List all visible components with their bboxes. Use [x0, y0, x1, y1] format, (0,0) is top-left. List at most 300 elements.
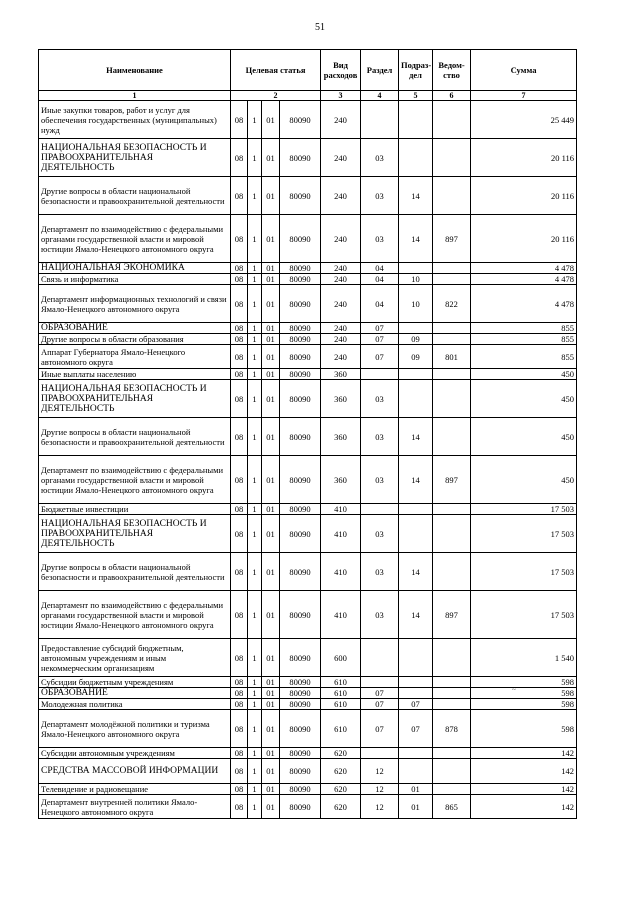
- cell-subsection: 09: [399, 345, 433, 369]
- cell-expense-type: 410: [321, 515, 361, 553]
- cell-section: 07: [361, 323, 399, 334]
- budget-table: [38, 49, 577, 819]
- cell-target-direction: 80090: [280, 456, 321, 504]
- cell-target-activity: 01: [262, 553, 280, 591]
- cell-target-activity: 01: [262, 274, 280, 285]
- cell-section: 07: [361, 699, 399, 710]
- table-row: [39, 748, 577, 759]
- cell-target-subprogram: 1: [248, 784, 262, 795]
- cell-section: 07: [361, 710, 399, 748]
- table-row: [39, 285, 577, 323]
- cell-name: ОБРАЗОВАНИЕ: [39, 323, 231, 334]
- table-row: [39, 677, 577, 688]
- cell-expense-type: 360: [321, 418, 361, 456]
- cell-department: [433, 759, 471, 784]
- cell-section: 03: [361, 380, 399, 418]
- table-row: [39, 504, 577, 515]
- cell-target-direction: 80090: [280, 274, 321, 285]
- cell-department: [433, 418, 471, 456]
- cell-section: [361, 677, 399, 688]
- cell-sum: 598: [471, 699, 577, 710]
- cell-expense-type: 620: [321, 795, 361, 819]
- cell-expense-type: 620: [321, 759, 361, 784]
- cell-target-direction: 80090: [280, 784, 321, 795]
- cell-sum: 20 116: [471, 139, 577, 177]
- cell-section: [361, 369, 399, 380]
- cell-name: НАЦИОНАЛЬНАЯ БЕЗОПАСНОСТЬ И ПРАВООХРАНИТЕЛЬНАЯ ДЕЯТЕЛЬНОСТЬ: [39, 380, 231, 418]
- cell-name: Другие вопросы в области национальной безопасности и правоохранительной деятельности: [39, 177, 231, 215]
- table-header-row: [39, 50, 577, 91]
- cell-target-activity: 01: [262, 591, 280, 639]
- cell-target-activity: 01: [262, 323, 280, 334]
- cell-subsection: [399, 515, 433, 553]
- cell-target-subprogram: 1: [248, 215, 262, 263]
- cell-section: 03: [361, 418, 399, 456]
- cell-subsection: 14: [399, 418, 433, 456]
- cell-target-direction: 80090: [280, 345, 321, 369]
- table-row: [39, 215, 577, 263]
- table-row: [39, 334, 577, 345]
- cell-target-activity: 01: [262, 784, 280, 795]
- cell-name: Департамент по взаимодействию с федеральными органами государственной власти и мировой юстиции Ямало-Ненецкого автономного округа: [39, 456, 231, 504]
- cell-target-program: 08: [231, 263, 248, 274]
- column-number: 6: [433, 91, 471, 101]
- header-department: Ведом- ство: [433, 50, 471, 91]
- cell-expense-type: 240: [321, 345, 361, 369]
- cell-target-subprogram: 1: [248, 748, 262, 759]
- cell-target-activity: 01: [262, 677, 280, 688]
- cell-target-activity: 01: [262, 699, 280, 710]
- cell-subsection: 01: [399, 784, 433, 795]
- cell-target-activity: 01: [262, 710, 280, 748]
- cell-target-program: 08: [231, 215, 248, 263]
- cell-sum: 598: [471, 710, 577, 748]
- cell-target-activity: 01: [262, 759, 280, 784]
- cell-department: [433, 699, 471, 710]
- cell-target-subprogram: 1: [248, 504, 262, 515]
- cell-name: ОБРАЗОВАНИЕ: [39, 688, 231, 699]
- cell-sum: 17 503: [471, 515, 577, 553]
- cell-sum: 1 540: [471, 639, 577, 677]
- table-row: [39, 456, 577, 504]
- cell-department: [433, 677, 471, 688]
- cell-subsection: 10: [399, 274, 433, 285]
- cell-section: [361, 639, 399, 677]
- table-row: [39, 688, 577, 699]
- cell-department: 878: [433, 710, 471, 748]
- cell-sum: 855: [471, 323, 577, 334]
- table-row: [39, 345, 577, 369]
- cell-sum: 598: [471, 677, 577, 688]
- cell-department: [433, 334, 471, 345]
- cell-name: Молодежная политика: [39, 699, 231, 710]
- cell-section: 04: [361, 285, 399, 323]
- cell-expense-type: 240: [321, 139, 361, 177]
- cell-department: 897: [433, 456, 471, 504]
- cell-target-program: 08: [231, 418, 248, 456]
- cell-name: Аппарат Губернатора Ямало-Ненецкого автономного округа: [39, 345, 231, 369]
- cell-target-subprogram: 1: [248, 334, 262, 345]
- cell-target-activity: 01: [262, 334, 280, 345]
- column-number: 3: [321, 91, 361, 101]
- cell-target-program: 08: [231, 677, 248, 688]
- cell-expense-type: 360: [321, 456, 361, 504]
- cell-subsection: 07: [399, 710, 433, 748]
- cell-expense-type: 620: [321, 784, 361, 795]
- table-row: [39, 101, 577, 139]
- cell-department: [433, 274, 471, 285]
- cell-sum: 20 116: [471, 177, 577, 215]
- cell-expense-type: 410: [321, 504, 361, 515]
- cell-expense-type: 410: [321, 553, 361, 591]
- cell-target-direction: 80090: [280, 504, 321, 515]
- cell-department: [433, 323, 471, 334]
- cell-subsection: [399, 504, 433, 515]
- table-row: [39, 139, 577, 177]
- cell-section: 03: [361, 553, 399, 591]
- cell-target-activity: 01: [262, 101, 280, 139]
- table-row: [39, 263, 577, 274]
- cell-section: 04: [361, 274, 399, 285]
- cell-target-direction: 80090: [280, 323, 321, 334]
- cell-department: [433, 688, 471, 699]
- cell-target-subprogram: 1: [248, 699, 262, 710]
- cell-sum: 20 116: [471, 215, 577, 263]
- cell-sum: 855: [471, 334, 577, 345]
- cell-subsection: 01: [399, 795, 433, 819]
- cell-target-activity: 01: [262, 215, 280, 263]
- column-number: 4: [361, 91, 399, 101]
- cell-target-activity: 01: [262, 345, 280, 369]
- cell-section: 07: [361, 334, 399, 345]
- cell-name: Телевидение и радиовещание: [39, 784, 231, 795]
- cell-subsection: [399, 369, 433, 380]
- cell-department: 865: [433, 795, 471, 819]
- cell-section: 03: [361, 515, 399, 553]
- cell-subsection: 07: [399, 699, 433, 710]
- cell-name: Другие вопросы в области национальной безопасности и правоохранительной деятельности: [39, 553, 231, 591]
- table-row: [39, 380, 577, 418]
- cell-name: Департамент по взаимодействию с федеральными органами государственной власти и мировой юстиции Ямало-Ненецкого автономного округа: [39, 215, 231, 263]
- cell-target-program: 08: [231, 504, 248, 515]
- cell-target-activity: 01: [262, 263, 280, 274]
- cell-name: Иные закупки товаров, работ и услуг для обеспечения государственных (муниципальных) нужд: [39, 101, 231, 139]
- cell-expense-type: 240: [321, 323, 361, 334]
- cell-department: [433, 369, 471, 380]
- cell-section: 12: [361, 784, 399, 795]
- cell-expense-type: 600: [321, 639, 361, 677]
- cell-target-program: 08: [231, 369, 248, 380]
- cell-expense-type: 240: [321, 285, 361, 323]
- cell-sum: 450: [471, 456, 577, 504]
- header-target: Целевая статья: [231, 50, 321, 91]
- cell-name: Департамент внутренней политики Ямало-Ненецкого автономного округа: [39, 795, 231, 819]
- cell-sum: 17 503: [471, 504, 577, 515]
- cell-subsection: [399, 759, 433, 784]
- cell-subsection: [399, 323, 433, 334]
- cell-target-program: 08: [231, 639, 248, 677]
- cell-target-subprogram: 1: [248, 274, 262, 285]
- cell-sum: 450: [471, 380, 577, 418]
- cell-target-program: 08: [231, 748, 248, 759]
- cell-section: [361, 504, 399, 515]
- cell-expense-type: 620: [321, 748, 361, 759]
- cell-subsection: [399, 263, 433, 274]
- cell-subsection: 10: [399, 285, 433, 323]
- cell-section: 07: [361, 345, 399, 369]
- cell-department: [433, 177, 471, 215]
- cell-target-subprogram: 1: [248, 101, 262, 139]
- cell-target-activity: 01: [262, 456, 280, 504]
- cell-section: [361, 101, 399, 139]
- cell-target-direction: 80090: [280, 553, 321, 591]
- cell-sum: 450: [471, 369, 577, 380]
- cell-target-activity: 01: [262, 515, 280, 553]
- cell-target-program: 08: [231, 285, 248, 323]
- cell-target-direction: 80090: [280, 591, 321, 639]
- cell-target-program: 08: [231, 456, 248, 504]
- table-row: [39, 418, 577, 456]
- cell-target-program: 08: [231, 591, 248, 639]
- cell-target-direction: 80090: [280, 759, 321, 784]
- cell-expense-type: 610: [321, 688, 361, 699]
- cell-target-activity: 01: [262, 504, 280, 515]
- cell-name: НАЦИОНАЛЬНАЯ ЭКОНОМИКА: [39, 263, 231, 274]
- cell-target-subprogram: 1: [248, 639, 262, 677]
- cell-subsection: 14: [399, 591, 433, 639]
- header-section: Раздел: [361, 50, 399, 91]
- cell-expense-type: 610: [321, 699, 361, 710]
- cell-section: 07: [361, 688, 399, 699]
- cell-sum: 4 478: [471, 285, 577, 323]
- cell-expense-type: 240: [321, 101, 361, 139]
- cell-target-program: 08: [231, 699, 248, 710]
- cell-target-subprogram: 1: [248, 456, 262, 504]
- cell-expense-type: 240: [321, 334, 361, 345]
- cell-section: 12: [361, 759, 399, 784]
- cell-name: Департамент по взаимодействию с федеральными органами государственной власти и мировой юстиции Ямало-Ненецкого автономного округа: [39, 591, 231, 639]
- cell-target-activity: 01: [262, 285, 280, 323]
- cell-target-program: 08: [231, 688, 248, 699]
- cell-target-program: 08: [231, 759, 248, 784]
- cell-department: [433, 553, 471, 591]
- cell-target-direction: 80090: [280, 688, 321, 699]
- table-row: [39, 759, 577, 784]
- cell-section: 04: [361, 263, 399, 274]
- cell-target-subprogram: 1: [248, 345, 262, 369]
- cell-target-direction: 80090: [280, 748, 321, 759]
- cell-name: Другие вопросы в области национальной безопасности и правоохранительной деятельности: [39, 418, 231, 456]
- cell-target-subprogram: 1: [248, 759, 262, 784]
- cell-target-subprogram: 1: [248, 553, 262, 591]
- cell-subsection: [399, 688, 433, 699]
- cell-target-direction: 80090: [280, 677, 321, 688]
- cell-department: [433, 263, 471, 274]
- cell-name: Предоставление субсидий бюджетным, автономным учреждениям и иным некоммерческим организациям: [39, 639, 231, 677]
- cell-target-program: 08: [231, 334, 248, 345]
- cell-name: Связь и информатика: [39, 274, 231, 285]
- cell-sum: 142: [471, 748, 577, 759]
- cell-target-direction: 80090: [280, 101, 321, 139]
- cell-target-direction: 80090: [280, 515, 321, 553]
- cell-target-subprogram: 1: [248, 177, 262, 215]
- cell-department: [433, 504, 471, 515]
- cell-target-direction: 80090: [280, 418, 321, 456]
- cell-subsection: [399, 139, 433, 177]
- cell-subsection: 09: [399, 334, 433, 345]
- cell-sum: 25 449: [471, 101, 577, 139]
- cell-expense-type: 240: [321, 263, 361, 274]
- cell-target-subprogram: 1: [248, 677, 262, 688]
- cell-sum: 142: [471, 784, 577, 795]
- cell-target-program: 08: [231, 784, 248, 795]
- cell-name: Департамент молодёжной политики и туризма Ямало-Ненецкого автономного округа: [39, 710, 231, 748]
- cell-name: Иные выплаты населению: [39, 369, 231, 380]
- cell-target-program: 08: [231, 380, 248, 418]
- cell-target-subprogram: 1: [248, 285, 262, 323]
- cell-section: 03: [361, 139, 399, 177]
- cell-target-direction: 80090: [280, 285, 321, 323]
- cell-department: [433, 639, 471, 677]
- cell-name: Субсидии бюджетным учреждениям: [39, 677, 231, 688]
- cell-target-subprogram: 1: [248, 515, 262, 553]
- cell-department: 822: [433, 285, 471, 323]
- cell-name: Субсидии автономным учреждениям: [39, 748, 231, 759]
- page-number: 51: [315, 22, 325, 33]
- cell-section: 03: [361, 177, 399, 215]
- cell-sum: 17 503: [471, 591, 577, 639]
- cell-target-direction: 80090: [280, 215, 321, 263]
- cell-expense-type: 240: [321, 215, 361, 263]
- cell-target-direction: 80090: [280, 139, 321, 177]
- table-row: [39, 639, 577, 677]
- cell-department: [433, 784, 471, 795]
- scan-mark: ~: [512, 686, 516, 694]
- cell-department: 897: [433, 591, 471, 639]
- cell-target-program: 08: [231, 323, 248, 334]
- cell-expense-type: 410: [321, 591, 361, 639]
- cell-target-direction: 80090: [280, 263, 321, 274]
- cell-target-direction: 80090: [280, 177, 321, 215]
- table-row: [39, 515, 577, 553]
- cell-name: Бюджетные инвестиции: [39, 504, 231, 515]
- cell-target-program: 08: [231, 101, 248, 139]
- cell-department: [433, 139, 471, 177]
- table-row: [39, 553, 577, 591]
- cell-subsection: [399, 677, 433, 688]
- table-body: [39, 101, 577, 819]
- cell-name: НАЦИОНАЛЬНАЯ БЕЗОПАСНОСТЬ И ПРАВООХРАНИТЕЛЬНАЯ ДЕЯТЕЛЬНОСТЬ: [39, 139, 231, 177]
- cell-target-direction: 80090: [280, 699, 321, 710]
- cell-target-program: 08: [231, 710, 248, 748]
- cell-department: [433, 101, 471, 139]
- cell-subsection: 14: [399, 456, 433, 504]
- header-expense-type: Вид расходов: [321, 50, 361, 91]
- cell-target-subprogram: 1: [248, 369, 262, 380]
- column-number-row: [39, 91, 577, 101]
- cell-department: 897: [433, 215, 471, 263]
- cell-target-direction: 80090: [280, 334, 321, 345]
- cell-sum: 855: [471, 345, 577, 369]
- cell-target-activity: 01: [262, 418, 280, 456]
- cell-target-program: 08: [231, 274, 248, 285]
- cell-target-direction: 80090: [280, 710, 321, 748]
- cell-target-subprogram: 1: [248, 418, 262, 456]
- cell-target-program: 08: [231, 795, 248, 819]
- cell-sum: 142: [471, 759, 577, 784]
- cell-target-subprogram: 1: [248, 139, 262, 177]
- table-row: [39, 274, 577, 285]
- cell-subsection: 14: [399, 215, 433, 263]
- cell-subsection: [399, 639, 433, 677]
- cell-target-program: 08: [231, 515, 248, 553]
- cell-department: [433, 515, 471, 553]
- cell-target-program: 08: [231, 177, 248, 215]
- table-row: [39, 369, 577, 380]
- header-sum: Сумма: [471, 50, 577, 91]
- cell-section: 03: [361, 456, 399, 504]
- table-row: [39, 784, 577, 795]
- cell-department: 801: [433, 345, 471, 369]
- cell-sum: 4 478: [471, 274, 577, 285]
- cell-target-subprogram: 1: [248, 263, 262, 274]
- cell-subsection: 14: [399, 553, 433, 591]
- cell-subsection: [399, 101, 433, 139]
- cell-expense-type: 240: [321, 274, 361, 285]
- cell-subsection: [399, 380, 433, 418]
- cell-expense-type: 240: [321, 177, 361, 215]
- cell-department: [433, 380, 471, 418]
- cell-section: 03: [361, 215, 399, 263]
- cell-expense-type: 360: [321, 369, 361, 380]
- cell-section: 12: [361, 795, 399, 819]
- cell-sum: 17 503: [471, 553, 577, 591]
- cell-target-direction: 80090: [280, 795, 321, 819]
- cell-target-activity: 01: [262, 639, 280, 677]
- cell-name: СРЕДСТВА МАССОВОЙ ИНФОРМАЦИИ: [39, 759, 231, 784]
- cell-target-activity: 01: [262, 139, 280, 177]
- column-number: 2: [231, 91, 321, 101]
- header-subsection: Подраз- дел: [399, 50, 433, 91]
- cell-name: Другие вопросы в области образования: [39, 334, 231, 345]
- table-row: [39, 710, 577, 748]
- cell-department: [433, 748, 471, 759]
- cell-sum: 4 478: [471, 263, 577, 274]
- cell-expense-type: 610: [321, 710, 361, 748]
- cell-target-activity: 01: [262, 688, 280, 699]
- cell-target-program: 08: [231, 345, 248, 369]
- table-row: [39, 177, 577, 215]
- column-number: 5: [399, 91, 433, 101]
- cell-target-activity: 01: [262, 748, 280, 759]
- cell-target-program: 08: [231, 139, 248, 177]
- cell-sum: 450: [471, 418, 577, 456]
- cell-target-subprogram: 1: [248, 795, 262, 819]
- table-row: [39, 591, 577, 639]
- cell-sum: 142: [471, 795, 577, 819]
- table-row: [39, 699, 577, 710]
- cell-target-program: 08: [231, 553, 248, 591]
- cell-target-subprogram: 1: [248, 688, 262, 699]
- column-number: 1: [39, 91, 231, 101]
- cell-section: 03: [361, 591, 399, 639]
- cell-target-subprogram: 1: [248, 710, 262, 748]
- cell-sum: 598: [471, 688, 577, 699]
- cell-target-activity: 01: [262, 380, 280, 418]
- table-row: [39, 795, 577, 819]
- cell-expense-type: 610: [321, 677, 361, 688]
- header-name: Наименование: [39, 50, 231, 91]
